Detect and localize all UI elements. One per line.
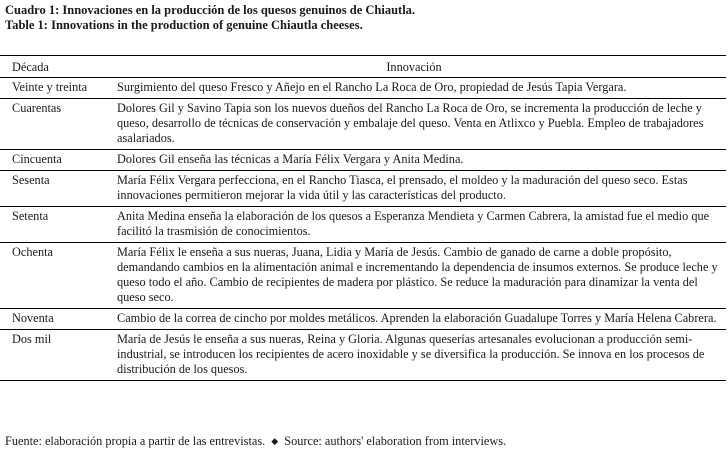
table-row <box>0 207 726 243</box>
header-row <box>0 56 726 78</box>
table-row <box>0 171 726 207</box>
header-innovation: Innovación <box>105 56 726 78</box>
table-row <box>0 99 726 150</box>
table-header <box>0 56 726 78</box>
table-caption <box>5 3 720 33</box>
decade-cell: Sesenta <box>0 171 105 207</box>
decade-cell: Setenta <box>0 207 105 243</box>
caption-english: Table 1: Innovations in the production of genuine Chiautla cheeses. <box>5 18 363 32</box>
innovation-cell: María Félix Vergara perfecciona, en el Rancho Tiasca, el prensado, el moldeo y la maduración del queso seco. Estas innovaciones permitieron mejorar la vida útil y las características del producto. <box>105 171 726 207</box>
decade-cell: Ochenta <box>0 243 105 309</box>
table-body <box>0 78 726 381</box>
header-decade: Década <box>0 56 105 78</box>
decade-cell: Cincuenta <box>0 150 105 171</box>
innovation-cell: Cambio de la correa de cincho por moldes metálicos. Aprenden la elaboración Guadalupe Torres y María Helena Cabrera. <box>105 309 726 330</box>
decade-cell: Veinte y treinta <box>0 78 105 99</box>
innovation-cell: Anita Medina enseña la elaboración de los quesos a Esperanza Mendieta y Carmen Cabrera, la amistad fue el medio que facilitó la trasmisión de conocimientos. <box>105 207 726 243</box>
decade-cell: Noventa <box>0 309 105 330</box>
decade-cell: Dos mil <box>0 330 105 381</box>
innovation-cell: María Félix le enseña a sus nueras, Juana, Lidia y María de Jesús. Cambio de ganado de carne a doble propósito, demandando cambios en la alimentación animal e incrementando la dependencia de insumos externos. Se produce leche y queso todo el año. Cambio de recipientes de madera por plástico. Se reduce la maduración para dinamizar la venta del queso seco. <box>105 243 726 309</box>
table-row <box>0 330 726 381</box>
table-row <box>0 243 726 309</box>
innovation-cell: Dolores Gil y Savino Tapia son los nuevos dueños del Rancho La Roca de Oro, se incrementa la producción de leche y queso, desarrollo de técnicas de conservación y embalaje del queso. Venta en Atlixco y Puebla. Empleo de trabajadores asalariados. <box>105 99 726 150</box>
table-row <box>0 309 726 330</box>
decade-cell: Cuarentas <box>0 99 105 150</box>
innovation-cell: Dolores Gil enseña las técnicas a María Félix Vergara y Anita Medina. <box>105 150 726 171</box>
table-row <box>0 150 726 171</box>
innovations-table <box>0 55 726 381</box>
diamond-separator-icon: ◆ <box>271 436 279 446</box>
footnote-english: Source: authors' elaboration from interviews. <box>284 434 507 448</box>
innovation-cell: Surgimiento del queso Fresco y Añejo en el Rancho La Roca de Oro, propiedad de Jesús Tapia Vergara. <box>105 78 726 99</box>
caption-spanish: Cuadro 1: Innovaciones en la producción de los quesos genuinos de Chiautla. <box>5 3 416 17</box>
table-row <box>0 78 726 99</box>
footnote-spanish: Fuente: elaboración propia a partir de las entrevistas. <box>5 434 266 448</box>
source-footnote <box>5 434 506 450</box>
innovation-cell: María de Jesús le enseña a sus nueras, Reina y Gloria. Algunas queserías artesanales evolucionan a producción semi-industrial, se introducen los recipientes de acero inoxidable y se diversifica la producción. Se innova en los procesos de distribución de los quesos. <box>105 330 726 381</box>
